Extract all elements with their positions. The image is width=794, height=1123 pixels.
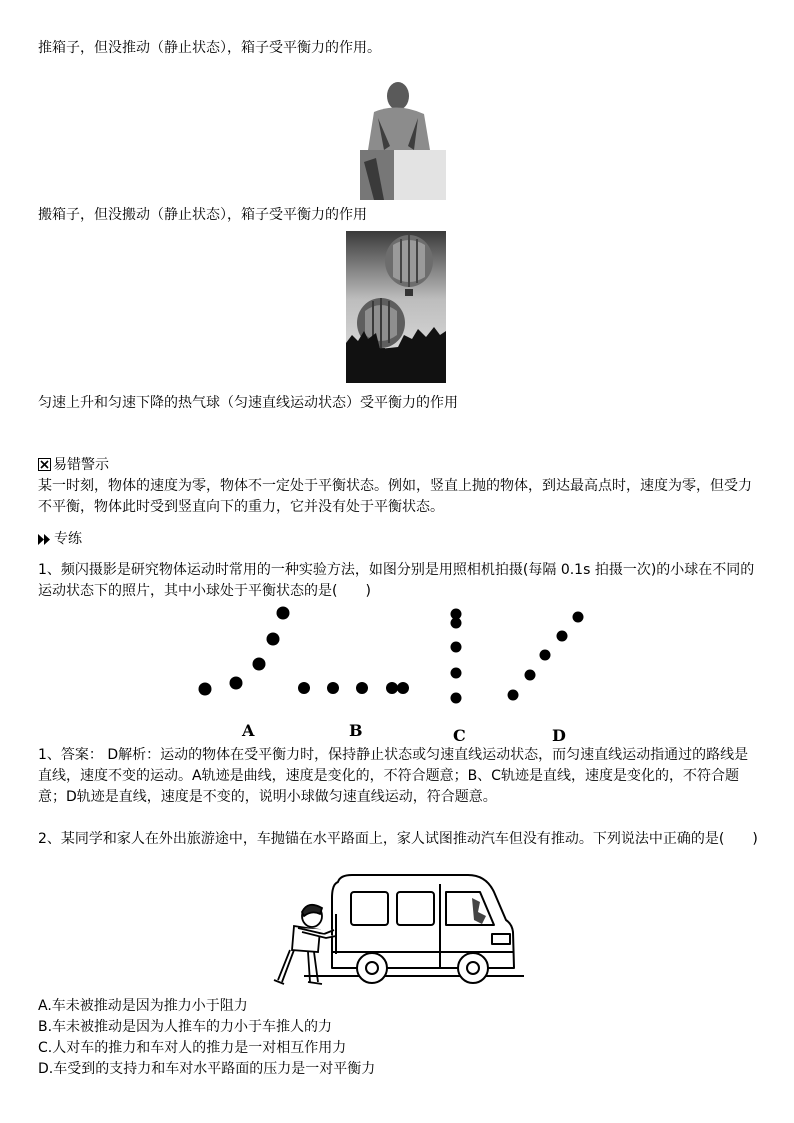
label-d: D bbox=[552, 726, 566, 745]
practice-heading: 专练 bbox=[38, 529, 82, 550]
dot-a bbox=[277, 607, 290, 620]
warning-body: 某一时刻，物体的速度为零，物体不一定处于平衡状态。例如，竖直上抛的物体，到达最高点时，速度为零，但受力不平衡，物体此时受到竖直向下的重力，它并没有处于平衡状态。 bbox=[38, 478, 752, 515]
warning-heading: 易错警示 bbox=[38, 455, 109, 476]
dot-c bbox=[451, 618, 462, 629]
dot-a bbox=[230, 677, 243, 690]
text-push-box: 推箱子，但没推动（静止状态），箱子受平衡力的作用。 bbox=[38, 40, 381, 56]
option-a: A.车未被推动是因为推力小于阻力 bbox=[38, 998, 248, 1014]
dot-b bbox=[298, 682, 310, 694]
dot-c bbox=[451, 668, 462, 679]
strobe-dots-figure bbox=[190, 600, 600, 750]
dot-c bbox=[451, 693, 462, 704]
dot-c bbox=[451, 642, 462, 653]
dot-a bbox=[253, 658, 266, 671]
dot-a bbox=[267, 633, 280, 646]
option-d: D.车受到的支持力和车对水平路面的压力是一对平衡力 bbox=[38, 1061, 376, 1077]
double-arrow-icon bbox=[38, 534, 52, 545]
dot-d bbox=[508, 690, 519, 701]
dot-b bbox=[356, 682, 368, 694]
text-balloons: 匀速上升和匀速下降的热气球（匀速直线运动状态）受平衡力的作用 bbox=[38, 395, 458, 411]
option-c: C.人对车的推力和车对人的推力是一对相互作用力 bbox=[38, 1040, 347, 1056]
question-1: 1、频闪摄影是研究物体运动时常用的一种实验方法，如图分别是用照相机拍摄(每隔 0.1s 拍摄一次)的小球在不同的运动状态下的照片，其中小球处于平衡状态的是( ) bbox=[38, 562, 755, 599]
photo-hot-air-balloons bbox=[346, 231, 446, 383]
photo-lifting-box bbox=[354, 72, 448, 200]
dot-d bbox=[573, 612, 584, 623]
label-b: B bbox=[349, 721, 363, 740]
label-c: C bbox=[453, 726, 466, 745]
option-b: B.车未被推动是因为人推车的力小于车推人的力 bbox=[38, 1019, 333, 1035]
van-push-illustration bbox=[268, 872, 524, 990]
label-a: A bbox=[242, 721, 255, 740]
warning-icon bbox=[38, 458, 51, 471]
dot-b bbox=[386, 682, 398, 694]
answer-1: 1、答案： D解析：运动的物体在受平衡力时，保持静止状态或匀速直线运动状态，而匀速直线运动指通过的路线是直线，速度不变的运动。A轨迹是曲线，速度是变化的，不符合题意；B、C轨迹是直线，速度是变化的，不符合题意；D轨迹是直线，速度是不变的，说明小球做匀速直线运动，符合题意。 bbox=[38, 747, 749, 805]
dot-a bbox=[199, 683, 212, 696]
dot-b bbox=[397, 682, 409, 694]
person-pushing bbox=[274, 905, 336, 984]
dot-d bbox=[557, 631, 568, 642]
dot-d bbox=[525, 670, 536, 681]
dot-b bbox=[327, 682, 339, 694]
question-2: 2、某同学和家人在外出旅游途中，车抛锚在水平路面上，家人试图推动汽车但没有推动。下列说法中正确的是( ) bbox=[38, 831, 758, 847]
dot-d bbox=[540, 650, 551, 661]
text-lift-box: 搬箱子，但没搬动（静止状态），箱子受平衡力的作用 bbox=[38, 207, 367, 223]
